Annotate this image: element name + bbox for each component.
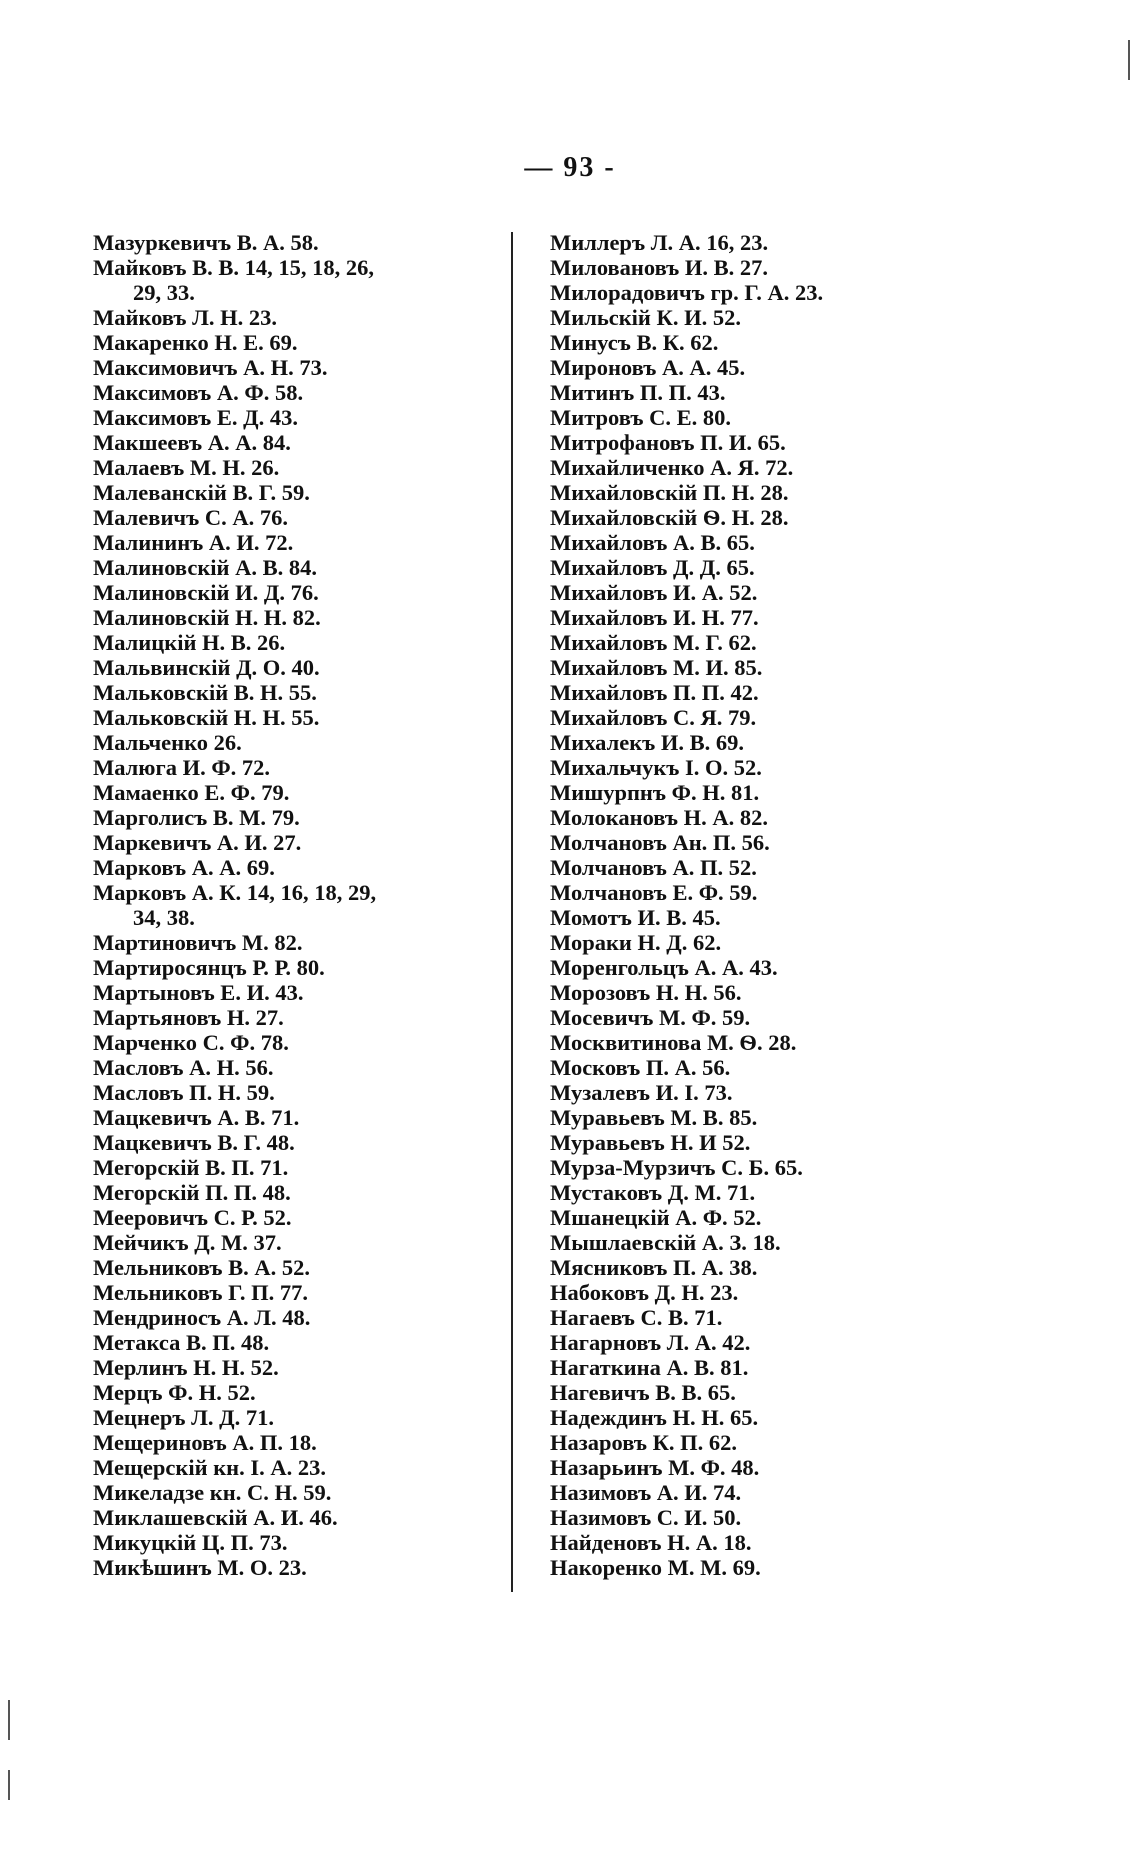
index-entry-text: Мышлаевскій А. З. 18.	[550, 1230, 781, 1255]
index-entry	[550, 1080, 970, 1105]
index-entry	[550, 1555, 970, 1580]
index-entry-text: Мейчикъ Д. М. 37.	[93, 1230, 282, 1255]
index-entry	[550, 1155, 970, 1180]
index-entry-text: Московъ П. А. 56.	[550, 1055, 731, 1080]
index-entry-text: Муравьевъ Н. И 52.	[550, 1130, 751, 1155]
index-entry-text: Мурза-Мурзичъ С. Б. 65.	[550, 1155, 803, 1180]
index-entry-text: Малюга И. Ф. 72.	[93, 755, 271, 780]
index-entry	[93, 880, 493, 930]
index-entry-text: Майковъ В. В. 14, 15, 18, 26,	[93, 255, 375, 280]
index-entry-text: Мальвинскій Д. О. 40.	[93, 655, 320, 680]
index-entry	[550, 1255, 970, 1280]
index-column-right	[550, 230, 970, 1580]
index-entry	[550, 930, 970, 955]
index-entry	[93, 1555, 493, 1580]
index-entry-text: Моренгольцъ А. А. 43.	[550, 955, 778, 980]
index-entry-text: Назимовъ А. И. 74.	[550, 1480, 742, 1505]
index-entry-text: Михайловъ М. Г. 62.	[550, 630, 757, 655]
index-entry	[550, 1230, 970, 1255]
index-entry	[93, 1255, 493, 1280]
index-entry-text: Мацкевичъ А. В. 71.	[93, 1105, 300, 1130]
index-entry-text: Мамаенко Е. Ф. 79.	[93, 780, 290, 805]
index-entry	[93, 980, 493, 1005]
index-entry	[550, 430, 970, 455]
index-entry-text: Миловановъ И. В. 27.	[550, 255, 769, 280]
index-entry	[93, 1130, 493, 1155]
index-entry-text: Мельниковъ Г. П. 77.	[93, 1280, 308, 1305]
index-entry	[550, 1480, 970, 1505]
index-entry-text: Марковъ А. А. 69.	[93, 855, 275, 880]
index-entry	[93, 605, 493, 630]
index-entry-text: Миллеръ Л. А. 16, 23.	[550, 230, 769, 255]
index-entry	[550, 980, 970, 1005]
index-entry-text: Мильскій К. И. 52.	[550, 305, 741, 330]
index-entry	[93, 955, 493, 980]
index-entry-text: Назарьинъ М. Ф. 48.	[550, 1455, 760, 1480]
index-entry	[550, 1430, 970, 1455]
index-entry-text: Малининъ А. И. 72.	[93, 530, 294, 555]
index-entry	[93, 805, 493, 830]
index-entry-text: Мартиновичъ М. 82.	[93, 930, 303, 955]
index-entry	[93, 430, 493, 455]
page-number: — 93 -	[524, 152, 616, 183]
index-entry	[550, 530, 970, 555]
index-entry-text: Мееровичъ С. Р. 52.	[93, 1205, 292, 1230]
index-entry-text: Михайловъ М. И. 85.	[550, 655, 763, 680]
index-entry	[93, 1405, 493, 1430]
index-entry-text: Мясниковъ П. А. 38.	[550, 1255, 758, 1280]
index-entry-text: Нагаткина А. В. 81.	[550, 1355, 749, 1380]
index-entry-text: Молчановъ Ан. П. 56.	[550, 830, 770, 855]
index-entry-text: Момотъ И. В. 45.	[550, 905, 721, 930]
index-entry-text: Марголисъ В. М. 79.	[93, 805, 300, 830]
index-entry	[93, 1530, 493, 1555]
index-entry	[550, 905, 970, 930]
index-entry-text: Майковъ Л. Н. 23.	[93, 305, 278, 330]
index-entry-text: Митрофановъ П. И. 65.	[550, 430, 786, 455]
index-entry-text: Мацкевичъ В. Г. 48.	[93, 1130, 295, 1155]
index-entry	[93, 1380, 493, 1405]
index-entry-text: Макшеевъ А. А. 84.	[93, 430, 291, 455]
index-entry	[93, 1155, 493, 1180]
index-entry-text: Мартыновъ Е. И. 43.	[93, 980, 304, 1005]
index-entry	[550, 355, 970, 380]
index-entry	[550, 655, 970, 680]
index-entry-text: Набоковъ Д. Н. 23.	[550, 1280, 739, 1305]
index-entry	[93, 830, 493, 855]
index-entry	[550, 1105, 970, 1130]
index-entry-text: Масловъ А. Н. 56.	[93, 1055, 274, 1080]
index-entry	[93, 1455, 493, 1480]
index-entry-text: Мальковскій Н. Н. 55.	[93, 705, 320, 730]
index-entry	[93, 1030, 493, 1055]
index-entry-text: Минусъ В. К. 62.	[550, 330, 719, 355]
index-entry	[550, 1330, 970, 1355]
index-entry-text: Максимовъ Е. Д. 43.	[93, 405, 299, 430]
index-entry	[550, 630, 970, 655]
index-entry	[550, 955, 970, 980]
index-entry-text: Михалекъ И. В. 69.	[550, 730, 745, 755]
index-entry-text: Мшанецкій А. Ф. 52.	[550, 1205, 762, 1230]
index-entry	[550, 580, 970, 605]
index-entry	[93, 530, 493, 555]
index-entry-text: Мосевичъ М. Ф. 59.	[550, 1005, 751, 1030]
index-entry	[550, 1505, 970, 1530]
index-entry-text: Малеванскій В. Г. 59.	[93, 480, 310, 505]
index-entry	[550, 505, 970, 530]
index-entry-text: Малиновскій А. В. 84.	[93, 555, 318, 580]
index-entry-text: Метакса В. П. 48.	[93, 1330, 270, 1355]
index-entry	[93, 505, 493, 530]
page-edge-mark	[8, 1700, 10, 1740]
index-entry	[93, 1505, 493, 1530]
index-entry-continuation: 34, 38.	[133, 905, 195, 930]
index-entry	[550, 805, 970, 830]
index-entry	[93, 930, 493, 955]
index-entry	[550, 1280, 970, 1305]
index-entry-text: Михайловъ А. В. 65.	[550, 530, 755, 555]
index-entry-text: Мазуркевичъ В. А. 58.	[93, 230, 319, 255]
index-entry	[550, 480, 970, 505]
index-entry	[93, 1430, 493, 1455]
index-entry	[93, 230, 493, 255]
index-entry	[93, 330, 493, 355]
index-entry-text: Мещерскій кн. І. А. 23.	[93, 1455, 327, 1480]
index-entry	[550, 1055, 970, 1080]
index-entry-text: Назаровъ К. П. 62.	[550, 1430, 738, 1455]
index-entry-continuation: 29, 33.	[133, 280, 195, 305]
index-entry	[550, 330, 970, 355]
index-entry-text: Нагаевъ С. В. 71.	[550, 1305, 723, 1330]
index-entry-text: Морозовъ Н. Н. 56.	[550, 980, 742, 1005]
index-entry-text: Михайловскій Ѳ. Н. 28.	[550, 505, 789, 530]
index-entry	[550, 780, 970, 805]
index-entry-text: Михайловъ И. Н. 77.	[550, 605, 759, 630]
index-entry-text: Музалевъ И. І. 73.	[550, 1080, 733, 1105]
index-entry	[550, 255, 970, 280]
index-entry	[550, 1030, 970, 1055]
index-entry-text: Микеладзе кн. С. Н. 59.	[93, 1480, 332, 1505]
index-entry-text: Марковъ А. К. 14, 16, 18, 29,	[93, 880, 377, 905]
index-entry	[550, 755, 970, 780]
index-entry-text: Михальчукъ І. О. 52.	[550, 755, 762, 780]
index-entry	[550, 230, 970, 255]
index-entry-text: Маркевичъ А. И. 27.	[93, 830, 302, 855]
index-entry	[550, 1380, 970, 1405]
index-entry-text: Мецнеръ Л. Д. 71.	[93, 1405, 274, 1430]
index-entry	[550, 605, 970, 630]
index-entry	[550, 1005, 970, 1030]
index-entry-text: Накоренко М. М. 69.	[550, 1555, 761, 1580]
index-entry-text: Михайловскій П. Н. 28.	[550, 480, 789, 505]
index-entry	[550, 380, 970, 405]
index-entry	[93, 1080, 493, 1105]
index-entry-text: Масловъ П. Н. 59.	[93, 1080, 275, 1105]
index-entry	[93, 1105, 493, 1130]
index-entry-text: Мерлинъ Н. Н. 52.	[93, 1355, 279, 1380]
index-entry-text: Молокановъ Н. А. 82.	[550, 805, 769, 830]
index-entry	[93, 1305, 493, 1330]
index-entry-text: Малиновскій Н. Н. 82.	[93, 605, 321, 630]
index-entry-text: Мальченко 26.	[93, 730, 242, 755]
index-entry	[93, 1055, 493, 1080]
index-entry-text: Мустаковъ Д. М. 71.	[550, 1180, 756, 1205]
index-entry	[550, 280, 970, 305]
index-entry-text: Марченко С. Ф. 78.	[93, 1030, 289, 1055]
index-entry	[93, 1205, 493, 1230]
index-entry	[550, 830, 970, 855]
index-column-left	[93, 230, 493, 1580]
index-entry	[93, 1280, 493, 1305]
index-entry	[93, 780, 493, 805]
index-entry	[550, 555, 970, 580]
index-entry-text: Муравьевъ М. В. 85.	[550, 1105, 758, 1130]
index-entry	[550, 880, 970, 905]
index-entry-text: Митровъ С. Е. 80.	[550, 405, 731, 430]
index-entry-text: Москвитинова М. Ѳ. 28.	[550, 1030, 797, 1055]
index-entry-text: Мельниковъ В. А. 52.	[93, 1255, 310, 1280]
index-entry	[550, 1530, 970, 1555]
index-entry	[93, 1230, 493, 1255]
index-entry-text: Нагарновъ Л. А. 42.	[550, 1330, 751, 1355]
index-entry	[93, 480, 493, 505]
index-entry	[550, 680, 970, 705]
index-entry-text: Малиновскій И. Д. 76.	[93, 580, 319, 605]
index-entry	[93, 405, 493, 430]
index-entry	[93, 355, 493, 380]
index-entry	[550, 855, 970, 880]
index-entry-text: Мещериновъ А. П. 18.	[93, 1430, 317, 1455]
index-entry	[93, 705, 493, 730]
index-entry-text: Назимовъ С. И. 50.	[550, 1505, 742, 1530]
index-entry-text: Михайловъ П. П. 42.	[550, 680, 759, 705]
index-entry	[93, 630, 493, 655]
index-entry-text: Микуцкій Ц. П. 73.	[93, 1530, 288, 1555]
index-entry-text: Микѣшинъ М. О. 23.	[93, 1555, 307, 1580]
index-entry-text: Мартиросянцъ Р. Р. 80.	[93, 955, 325, 980]
index-entry-text: Максимовъ А. Ф. 58.	[93, 380, 304, 405]
index-entry	[550, 1180, 970, 1205]
index-entry-text: Михайличенко А. Я. 72.	[550, 455, 794, 480]
index-entry	[550, 1355, 970, 1380]
index-entry-text: Малевичъ С. А. 76.	[93, 505, 288, 530]
index-entry	[93, 1180, 493, 1205]
index-entry-text: Мерцъ Ф. Н. 52.	[93, 1380, 256, 1405]
index-entry	[93, 255, 493, 305]
index-entry	[550, 1455, 970, 1480]
index-entry	[93, 1005, 493, 1030]
index-entry	[550, 305, 970, 330]
index-entry	[93, 380, 493, 405]
index-entry	[550, 1305, 970, 1330]
index-entry	[93, 580, 493, 605]
index-entry-text: Михайловъ И. А. 52.	[550, 580, 758, 605]
index-entry	[550, 405, 970, 430]
index-entry-text: Миклашевскій А. И. 46.	[93, 1505, 338, 1530]
index-entry	[93, 655, 493, 680]
index-entry	[550, 1130, 970, 1155]
index-entry-text: Мишурпнъ Ф. Н. 81.	[550, 780, 760, 805]
index-entry-text: Мегорскій В. П. 71.	[93, 1155, 289, 1180]
index-entry	[93, 730, 493, 755]
index-entry-text: Нагевичъ В. В. 65.	[550, 1380, 736, 1405]
index-entry	[550, 1405, 970, 1430]
page-edge-mark	[8, 1770, 10, 1800]
index-entry-text: Милорадовичъ гр. Г. А. 23.	[550, 280, 824, 305]
index-entry	[93, 305, 493, 330]
column-divider	[511, 232, 513, 1592]
index-entry	[550, 455, 970, 480]
index-entry-text: Малаевъ М. Н. 26.	[93, 455, 280, 480]
index-entry	[93, 755, 493, 780]
index-entry	[93, 1330, 493, 1355]
index-entry-text: Максимовичъ А. Н. 73.	[93, 355, 328, 380]
index-entry-text: Молчановъ Е. Ф. 59.	[550, 880, 758, 905]
index-entry-text: Найденовъ Н. А. 18.	[550, 1530, 752, 1555]
index-entry-text: Михайловъ С. Я. 79.	[550, 705, 757, 730]
index-entry-text: Мендриносъ А. Л. 48.	[93, 1305, 311, 1330]
index-entry-text: Молчановъ А. П. 52.	[550, 855, 757, 880]
index-entry	[550, 705, 970, 730]
index-entry	[550, 730, 970, 755]
index-entry-text: Малицкій Н. В. 26.	[93, 630, 286, 655]
index-entry	[93, 855, 493, 880]
index-entry-text: Надеждинъ Н. Н. 65.	[550, 1405, 759, 1430]
index-entry-text: Макаренко Н. Е. 69.	[93, 330, 298, 355]
index-entry	[93, 680, 493, 705]
index-entry-text: Мартьяновъ Н. 27.	[93, 1005, 284, 1030]
index-entry	[93, 455, 493, 480]
index-entry-text: Митинъ П. П. 43.	[550, 380, 726, 405]
index-entry-text: Мироновъ А. А. 45.	[550, 355, 746, 380]
index-entry	[93, 1480, 493, 1505]
index-entry	[93, 555, 493, 580]
index-entry-text: Мораки Н. Д. 62.	[550, 930, 722, 955]
index-entry-text: Михайловъ Д. Д. 65.	[550, 555, 755, 580]
index-entry	[550, 1205, 970, 1230]
page-edge-mark	[1128, 40, 1130, 80]
index-entry-text: Мегорскій П. П. 48.	[93, 1180, 291, 1205]
index-entry	[93, 1355, 493, 1380]
index-entry-text: Мальковскій В. Н. 55.	[93, 680, 317, 705]
